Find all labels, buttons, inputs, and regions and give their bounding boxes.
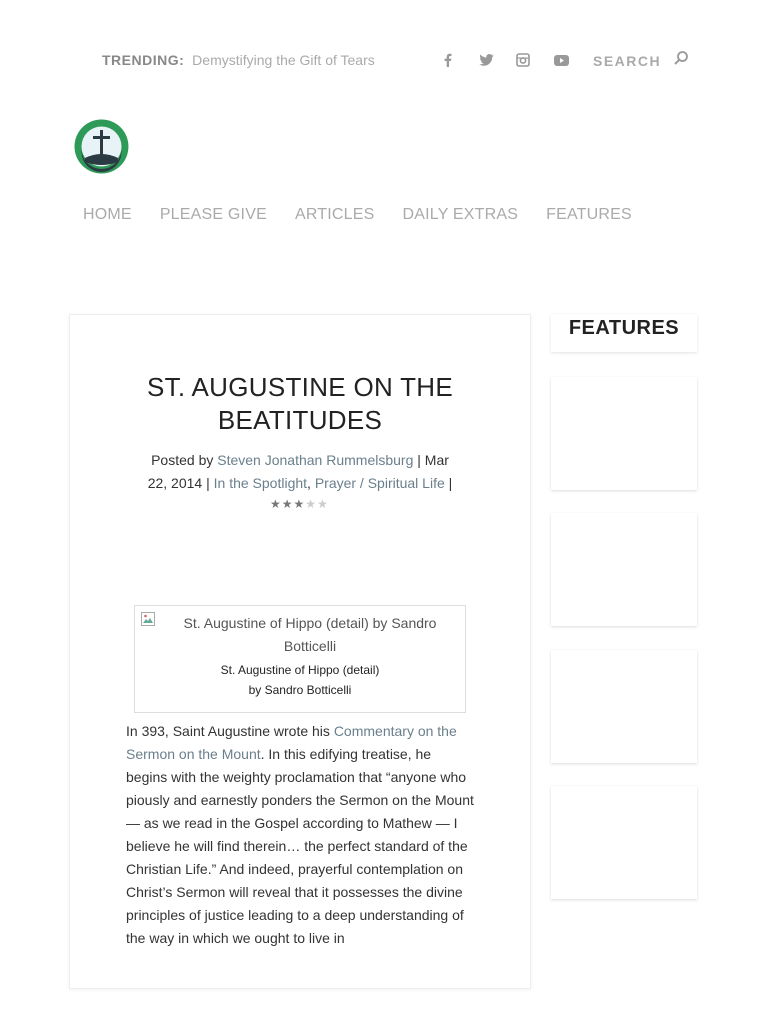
body-text-rest: . In this edifying treatise, he begins with the weighty proclamation that “anyone who piously and earnestly ponders the Sermon on the Mount — as we read in the Gospel according to Mathew — I believe he will find therein… the perfect standard of the Christian Life.” And indeed, prayerful contemplation on Christ’s Sermon will reveal that it possesses the divine principles of justice leading to a deep understanding of the way in which we ought to live in — [126, 746, 474, 946]
facebook-icon[interactable] — [438, 50, 458, 70]
commentary-link[interactable]: Commentary on the Sermon on the Mount — [126, 723, 457, 762]
meta-separator: | — [413, 452, 425, 468]
youtube-icon[interactable] — [551, 50, 571, 70]
instagram-icon[interactable] — [513, 50, 533, 70]
article-card — [69, 314, 531, 989]
trending-label: TRENDING: — [102, 52, 185, 68]
feature-card[interactable] — [551, 377, 697, 490]
meta-separator: | — [444, 475, 453, 491]
post-figure — [134, 605, 466, 713]
image-caption — [135, 660, 465, 700]
body-text-intro: In 393, Saint Augustine wrote his — [126, 723, 334, 739]
post-date: Mar 22, 2014 — [147, 452, 449, 491]
nav-daily-extras[interactable]: DAILY EXTRAS — [402, 206, 519, 223]
feature-card[interactable] — [551, 513, 697, 626]
category-comma: , — [307, 475, 315, 491]
star-empty-icon[interactable]: ★ — [305, 497, 317, 511]
star-empty-icon[interactable]: ★ — [317, 497, 328, 511]
nav-articles[interactable]: ARTICLES — [294, 206, 375, 223]
search-input[interactable]: SEARCH — [593, 53, 662, 69]
post-title: ST. AUGUSTINE ON THE BEATITUDES — [146, 372, 453, 435]
nav-features[interactable]: FEATURES — [546, 206, 632, 223]
category-link-prayer[interactable]: Prayer / Spiritual Life — [314, 475, 445, 491]
caption-line: St. Augustine of Hippo (detail) — [220, 663, 380, 677]
meta-separator: | — [202, 475, 214, 491]
twitter-icon[interactable] — [476, 50, 496, 70]
caption-line: by Sandro Botticelli — [248, 683, 352, 697]
star-rating[interactable] — [270, 498, 328, 510]
feature-card[interactable] — [551, 786, 697, 899]
sidebar-title: FEATURES — [568, 317, 680, 339]
post-body — [126, 720, 476, 950]
broken-image-icon — [141, 612, 155, 626]
star-filled-icon[interactable]: ★ — [270, 497, 281, 511]
nav-please-give[interactable]: PLEASE GIVE — [159, 206, 267, 223]
trending-link[interactable]: Demystifying the Gift of Tears — [192, 52, 375, 68]
star-filled-icon[interactable]: ★ — [293, 497, 305, 511]
nav-home[interactable]: HOME — [83, 206, 132, 223]
top-bar — [0, 0, 768, 100]
post-meta — [140, 449, 460, 495]
posted-by-label: Posted by — [151, 452, 214, 468]
site-logo[interactable] — [73, 118, 130, 175]
star-filled-icon[interactable]: ★ — [281, 497, 293, 511]
search-icon[interactable] — [673, 50, 693, 70]
main-nav — [83, 206, 632, 224]
sidebar-title-box — [551, 314, 697, 352]
trending-ticker — [102, 52, 375, 68]
feature-card[interactable] — [551, 650, 697, 763]
image-alt-text: St. Augustine of Hippo (detail) by Sandro Botticelli — [183, 615, 437, 654]
category-link-spotlight[interactable]: In the Spotlight — [213, 475, 308, 491]
author-link[interactable]: Steven Jonathan Rummelsburg — [217, 452, 414, 468]
